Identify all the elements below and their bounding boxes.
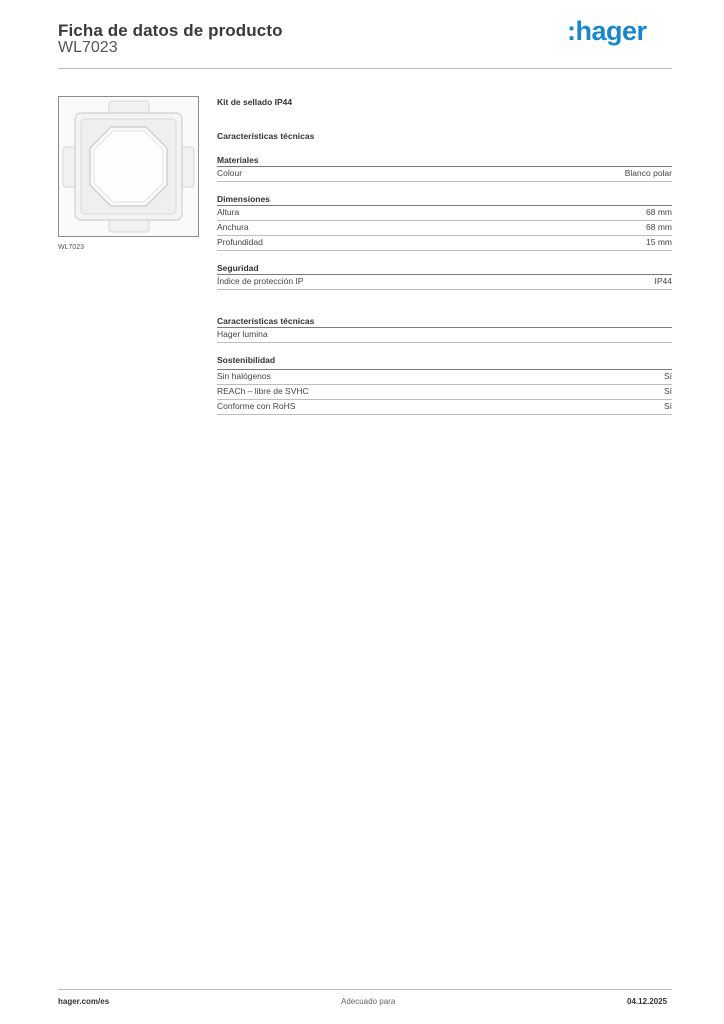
spec-row [217,385,672,400]
spec-label: Colour [217,168,243,178]
section-heading-tech-2: Características técnicas [217,314,672,328]
spec-label: Profundidad [217,237,263,247]
spec-label: Índice de protección IP [217,276,304,286]
section-tech-2 [217,314,672,343]
spec-row [217,370,672,385]
spec-row [217,206,672,221]
image-caption: WL7023 [58,244,85,251]
section-heading-tech: Características técnicas [217,131,315,141]
spec-value: Sí [663,401,672,411]
sealing-kit-illustration [59,97,198,236]
section-heading-seguridad: Seguridad [217,261,672,275]
section-seguridad [217,261,672,290]
spec-label: Hager lumina [217,329,268,339]
spec-value: 68 mm [646,222,672,232]
product-code: WL7023 [58,39,118,56]
product-image [58,96,199,237]
spec-row [217,221,672,236]
spec-value: 68 mm [646,207,672,217]
section-heading-dimensiones: Dimensiones [217,192,672,206]
section-sostenibilidad [217,353,672,415]
spec-row [217,400,672,415]
section-heading-sostenibilidad: Sostenibilidad [217,353,672,370]
spec-content [217,95,672,415]
spec-label: Altura [217,207,240,217]
spec-value: 15 mm [646,237,672,247]
footer-website-link[interactable]: hager.com/es [58,997,110,1006]
logo-text: hager [575,16,647,46]
footer-date: 04.12.2025 [627,997,668,1006]
logo-prefix: : [567,16,576,46]
page-title: Ficha de datos de producto [58,21,283,40]
spec-value: IP44 [654,276,672,286]
spec-value: Blanco polar [624,168,672,178]
spec-row [217,236,672,251]
footer-divider [58,989,672,990]
spec-row [217,167,672,182]
spec-label: Conforme con RoHS [217,401,296,411]
spec-label: REACh – libre de SVHC [217,386,309,396]
spec-label: Anchura [217,222,249,232]
spec-label: Sin halógenos [217,371,271,381]
spec-value: Sí [663,386,672,396]
spec-value: Sí [663,371,672,381]
spec-row [217,328,672,343]
product-name: Kit de sellado IP44 [217,97,293,107]
header-divider [58,68,672,69]
hager-logo [567,16,647,47]
spec-row [217,275,672,290]
section-materiales [217,153,672,182]
section-dimensiones [217,192,672,251]
footer-center-text: Adecuado para [341,997,396,1006]
section-heading-materiales: Materiales [217,153,672,167]
